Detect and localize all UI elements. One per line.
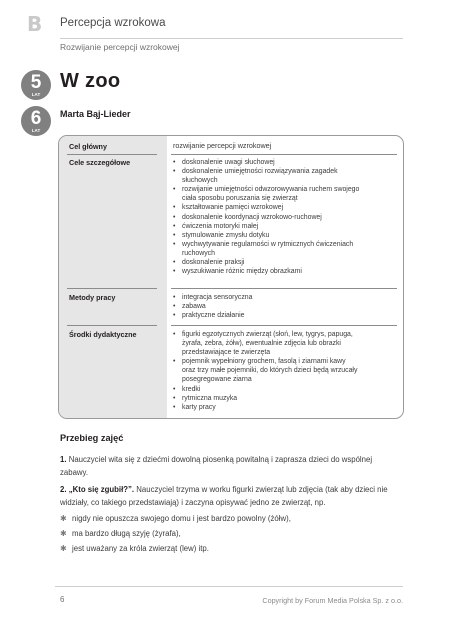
paragraph-text: Nauczyciel trzyma w worku figurki zwierząt lub zdjęcia (tak aby dzieci nie xyxy=(136,485,388,494)
example-item: ✱ jest uważany za króla zwierząt (lew) itp. xyxy=(60,544,209,553)
list-item: • ćwiczenia motoryki małej xyxy=(173,222,259,230)
copyright-notice: Copyright by Forum Media Polska Sp. z o.o. xyxy=(262,596,403,605)
lesson-title: W zoo xyxy=(60,70,121,92)
asterisk-icon: ✱ xyxy=(60,514,67,523)
paragraph-text: widziały, co takiego przedstawiają) i zaczyna opisywać jedno ze zwierząt, np. xyxy=(60,497,326,507)
list-item: • kredki xyxy=(173,385,201,393)
lesson-info-table xyxy=(58,135,404,419)
list-item: • pojemnik wypełniony grochem, fasolą i ziarnami kawy xyxy=(173,358,346,366)
list-item: • praktyczne działanie xyxy=(173,312,245,320)
asterisk-icon: ✱ xyxy=(60,529,67,538)
objectives-label: Cele szczegółowe xyxy=(69,158,131,167)
subsection-title: Rozwijanie percepcji wzrokowej xyxy=(60,42,180,52)
list-item: • doskonalenie umiejętności rozwiązywania zagadek xyxy=(173,168,338,176)
table-row-divider xyxy=(171,325,397,326)
objectives-list xyxy=(171,158,397,276)
goal-label: Cel główny xyxy=(69,142,107,151)
paragraph-text: zabawy. xyxy=(60,467,89,477)
list-item: • karty pracy xyxy=(173,403,216,411)
paragraph-number: 1. xyxy=(60,455,67,464)
resources-label: Środki dydaktyczne xyxy=(69,330,137,339)
asterisk-icon: ✱ xyxy=(60,544,67,553)
table-row-divider xyxy=(171,288,397,289)
header-divider xyxy=(60,38,403,39)
list-item-continuation: ruchowych xyxy=(182,249,215,257)
list-item: • kształtowanie pamięci wzrokowej xyxy=(173,204,284,212)
footer-divider xyxy=(55,586,403,587)
game-title: „Kto się zgubił?”. xyxy=(68,485,135,494)
list-item: • integracja sensoryczna xyxy=(173,294,253,301)
list-item: • stymulowanie zmysłu dotyku xyxy=(173,231,270,239)
course-paragraph-2 xyxy=(60,484,404,509)
course-paragraph-1 xyxy=(60,454,404,479)
age-badge-5 xyxy=(21,70,51,100)
lesson-author: Marta Bąj-Lieder xyxy=(60,109,131,119)
list-item-continuation: ciała sposobu poruszania się zwierząt xyxy=(182,195,298,203)
course-heading: Przebieg zajęć xyxy=(60,433,124,443)
list-item: • doskonalenie praksji xyxy=(173,259,245,267)
paragraph-text: Nauczyciel wita się z dziećmi dowolną piosenką powitalną i zaprasza dzieci do wspólnej xyxy=(68,455,373,464)
methods-list xyxy=(171,293,397,320)
table-row-divider xyxy=(171,154,397,155)
age-badge-number: 6 xyxy=(30,108,42,129)
section-letter: B xyxy=(27,12,43,36)
age-badge-unit: LAT xyxy=(31,128,41,133)
table-label-column xyxy=(59,136,167,418)
table-row-divider xyxy=(67,154,157,155)
list-item: • zabawa xyxy=(173,303,206,311)
list-item-continuation: żyrafa, zebra, żółw), ewentualnie zdjęcia lub obrazki xyxy=(182,340,341,348)
list-item: • figurki egzotycznych zwierząt (słoń, lew, tygrys, papuga, xyxy=(173,331,353,338)
table-value-column xyxy=(167,136,403,418)
table-row-divider xyxy=(67,325,157,326)
page-number: 6 xyxy=(60,595,65,604)
resources-list xyxy=(171,330,397,412)
age-badge-number: 5 xyxy=(30,72,42,93)
age-badge-6 xyxy=(21,106,51,136)
list-item-continuation: słuchowych xyxy=(182,177,218,185)
table-row-divider xyxy=(67,288,157,289)
list-item: • rozwijanie umiejętności odwzorowywania ruchem swojego xyxy=(173,186,360,194)
age-badge-unit: LAT xyxy=(31,92,41,97)
section-title: Percepcja wzrokowa xyxy=(60,17,166,29)
paragraph-number: 2. xyxy=(60,485,67,494)
list-item: • doskonalenie koordynacji wzrokowo-ruchowej xyxy=(173,213,322,221)
list-item-continuation: przedstawiające te zwierzęta xyxy=(182,349,271,357)
example-item: ✱ nigdy nie opuszcza swojego domu i jest bardzo powolny (żółw), xyxy=(60,514,291,523)
list-item: • wyszukiwanie różnic między obrazkami xyxy=(173,268,302,276)
list-item: • wychwytywanie regularności w rytmicznych ćwiczeniach xyxy=(173,240,354,248)
list-item-continuation: oraz trzy małe pojemniki, do których dzieci będą wrzucały xyxy=(182,367,358,375)
example-item: ✱ ma bardzo długą szyję (żyrafa), xyxy=(60,529,181,538)
list-item: • rytmiczna muzyka xyxy=(173,394,238,402)
goal-value: rozwijanie percepcji wzrokowej xyxy=(173,141,272,150)
methods-label: Metody pracy xyxy=(69,293,116,302)
list-item-continuation: posegregowane ziarna xyxy=(182,376,252,384)
list-item: • doskonalenie uwagi słuchowej xyxy=(173,159,275,166)
